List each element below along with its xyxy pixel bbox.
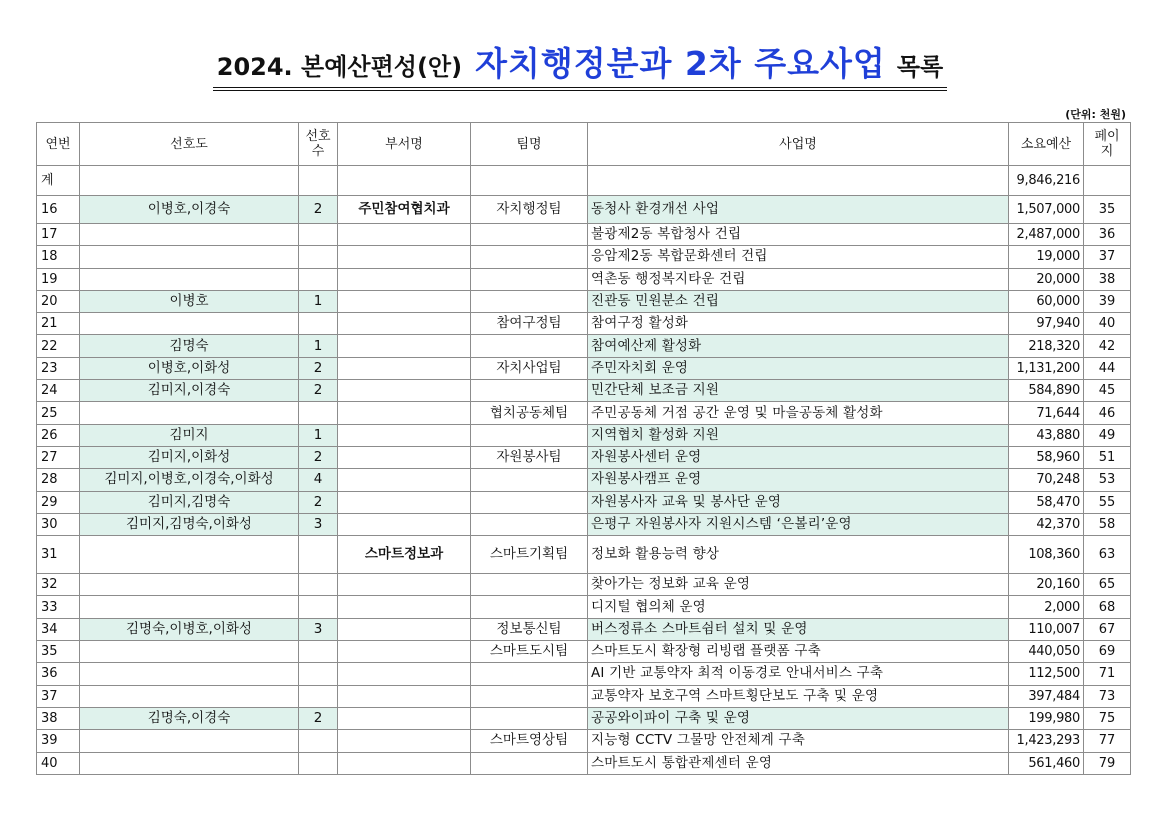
row-project: AI 기반 교통약자 최적 이동경로 안내서비스 구축 <box>588 663 1009 685</box>
row-pref-count: 2 <box>299 491 338 513</box>
row-budget: 20,160 <box>1009 574 1084 596</box>
row-department <box>338 752 471 774</box>
row-team <box>471 268 588 290</box>
row-no: 23 <box>37 357 80 379</box>
row-pref-count <box>299 536 338 574</box>
row-preference: 이병호 <box>80 290 299 312</box>
row-pref-count <box>299 685 338 707</box>
row-budget: 110,007 <box>1009 618 1084 640</box>
row-pref-count: 4 <box>299 469 338 491</box>
row-team <box>471 380 588 402</box>
row-department <box>338 224 471 246</box>
row-team <box>471 513 588 535</box>
table-row <box>37 730 1131 752</box>
row-project: 찾아가는 정보화 교육 운영 <box>588 574 1009 596</box>
row-page: 79 <box>1084 752 1131 774</box>
row-no: 32 <box>37 574 80 596</box>
row-pref-count <box>299 752 338 774</box>
row-page: 73 <box>1084 685 1131 707</box>
table-row <box>37 491 1131 513</box>
row-department <box>338 424 471 446</box>
row-preference <box>80 596 299 618</box>
row-page: 36 <box>1084 224 1131 246</box>
title-area <box>0 38 1160 91</box>
row-team <box>471 424 588 446</box>
header-team: 팀명 <box>471 123 588 166</box>
row-budget: 71,644 <box>1009 402 1084 424</box>
row-project: 불광제2동 복합청사 건립 <box>588 224 1009 246</box>
row-team: 자치사업팀 <box>471 357 588 379</box>
header-pref-count: 선호수 <box>299 123 338 166</box>
row-budget: 1,507,000 <box>1009 196 1084 224</box>
row-budget: 43,880 <box>1009 424 1084 446</box>
row-pref-count: 1 <box>299 424 338 446</box>
row-pref-count: 1 <box>299 335 338 357</box>
row-page: 67 <box>1084 618 1131 640</box>
row-department <box>338 357 471 379</box>
table-row <box>37 335 1131 357</box>
row-page: 46 <box>1084 402 1131 424</box>
project-table <box>36 122 1131 775</box>
row-preference <box>80 730 299 752</box>
row-page: 42 <box>1084 335 1131 357</box>
row-department <box>338 290 471 312</box>
row-no: 21 <box>37 313 80 335</box>
row-page: 45 <box>1084 380 1131 402</box>
header-page: 페이지 <box>1084 123 1131 166</box>
table-row <box>37 469 1131 491</box>
row-page: 65 <box>1084 574 1131 596</box>
row-page: 51 <box>1084 446 1131 468</box>
row-preference: 김미지,김명숙 <box>80 491 299 513</box>
row-preference: 김미지,이화성 <box>80 446 299 468</box>
table-row <box>37 574 1131 596</box>
table-row <box>37 513 1131 535</box>
row-project: 스마트도시 통합관제센터 운영 <box>588 752 1009 774</box>
row-team: 정보통신팀 <box>471 618 588 640</box>
row-pref-count <box>299 268 338 290</box>
row-page: 58 <box>1084 513 1131 535</box>
row-budget: 1,423,293 <box>1009 730 1084 752</box>
row-budget: 42,370 <box>1009 513 1084 535</box>
row-no: 28 <box>37 469 80 491</box>
row-no: 33 <box>37 596 80 618</box>
row-budget: 19,000 <box>1009 246 1084 268</box>
table-row <box>37 380 1131 402</box>
row-preference <box>80 224 299 246</box>
row-team <box>471 685 588 707</box>
row-preference: 김명숙,이경숙 <box>80 707 299 729</box>
row-page: 55 <box>1084 491 1131 513</box>
row-no: 22 <box>37 335 80 357</box>
table-row <box>37 268 1131 290</box>
row-page: 71 <box>1084 663 1131 685</box>
row-pref-count: 2 <box>299 446 338 468</box>
row-no: 30 <box>37 513 80 535</box>
row-project: 자원봉사자 교육 및 봉사단 운영 <box>588 491 1009 513</box>
row-team <box>471 246 588 268</box>
row-project: 지역협치 활성화 지원 <box>588 424 1009 446</box>
row-preference: 이병호,이경숙 <box>80 196 299 224</box>
row-no: 35 <box>37 641 80 663</box>
table-row <box>37 536 1131 574</box>
row-project: 참여예산제 활성화 <box>588 335 1009 357</box>
row-department <box>338 730 471 752</box>
row-department <box>338 618 471 640</box>
row-no: 25 <box>37 402 80 424</box>
page-title <box>213 38 947 91</box>
row-page: 68 <box>1084 596 1131 618</box>
row-budget: 440,050 <box>1009 641 1084 663</box>
row-page: 63 <box>1084 536 1131 574</box>
header-budget: 소요예산 <box>1009 123 1084 166</box>
row-department <box>338 246 471 268</box>
row-team <box>471 224 588 246</box>
row-no: 40 <box>37 752 80 774</box>
row-page: 53 <box>1084 469 1131 491</box>
row-pref-count <box>299 224 338 246</box>
row-department <box>338 313 471 335</box>
row-no: 36 <box>37 663 80 685</box>
row-pref-count: 1 <box>299 290 338 312</box>
row-project: 공공와이파이 구축 및 운영 <box>588 707 1009 729</box>
row-team <box>471 596 588 618</box>
row-department <box>338 491 471 513</box>
row-department <box>338 268 471 290</box>
row-preference <box>80 313 299 335</box>
row-pref-count <box>299 313 338 335</box>
row-pref-count <box>299 730 338 752</box>
row-pref-count: 2 <box>299 357 338 379</box>
row-pref-count: 3 <box>299 618 338 640</box>
row-project: 진관동 민원분소 건립 <box>588 290 1009 312</box>
table-row <box>37 196 1131 224</box>
row-department <box>338 574 471 596</box>
row-page: 75 <box>1084 707 1131 729</box>
table-row <box>37 641 1131 663</box>
row-department <box>338 402 471 424</box>
row-page: 37 <box>1084 246 1131 268</box>
row-page: 39 <box>1084 290 1131 312</box>
row-budget: 97,940 <box>1009 313 1084 335</box>
row-budget: 112,500 <box>1009 663 1084 685</box>
row-project: 응암제2동 복합문화센터 건립 <box>588 246 1009 268</box>
row-no: 31 <box>37 536 80 574</box>
row-department <box>338 596 471 618</box>
table-row <box>37 707 1131 729</box>
row-department <box>338 513 471 535</box>
title-prefix: 2024. 본예산편성(안) <box>216 53 463 81</box>
row-department: 스마트정보과 <box>338 536 471 574</box>
row-page: 44 <box>1084 357 1131 379</box>
row-pref-count <box>299 596 338 618</box>
table-row <box>37 246 1131 268</box>
row-team <box>471 290 588 312</box>
row-team <box>471 663 588 685</box>
row-budget: 218,320 <box>1009 335 1084 357</box>
row-pref-count: 2 <box>299 196 338 224</box>
total-row <box>37 166 1131 196</box>
row-project: 은평구 자원봉사자 지원시스템 ‘은볼리’운영 <box>588 513 1009 535</box>
table-row <box>37 402 1131 424</box>
row-department <box>338 663 471 685</box>
row-team <box>471 469 588 491</box>
row-budget: 108,360 <box>1009 536 1084 574</box>
row-preference <box>80 663 299 685</box>
row-page: 77 <box>1084 730 1131 752</box>
row-preference: 이병호,이화성 <box>80 357 299 379</box>
header-project: 사업명 <box>588 123 1009 166</box>
table-row <box>37 752 1131 774</box>
row-team: 협치공동체팀 <box>471 402 588 424</box>
row-preference: 김명숙 <box>80 335 299 357</box>
row-department <box>338 380 471 402</box>
row-budget: 1,131,200 <box>1009 357 1084 379</box>
row-pref-count <box>299 574 338 596</box>
row-no: 37 <box>37 685 80 707</box>
row-project: 자원봉사센터 운영 <box>588 446 1009 468</box>
row-no: 18 <box>37 246 80 268</box>
row-project: 참여구정 활성화 <box>588 313 1009 335</box>
row-budget: 561,460 <box>1009 752 1084 774</box>
row-no: 34 <box>37 618 80 640</box>
row-budget: 58,960 <box>1009 446 1084 468</box>
row-project: 지능형 CCTV 그물망 안전체계 구축 <box>588 730 1009 752</box>
row-preference: 김미지,이병호,이경숙,이화성 <box>80 469 299 491</box>
row-budget: 199,980 <box>1009 707 1084 729</box>
row-department <box>338 446 471 468</box>
table-row <box>37 685 1131 707</box>
row-budget: 60,000 <box>1009 290 1084 312</box>
row-no: 20 <box>37 290 80 312</box>
row-team <box>471 491 588 513</box>
row-department <box>338 641 471 663</box>
row-no: 38 <box>37 707 80 729</box>
header-row <box>37 123 1131 166</box>
row-budget: 584,890 <box>1009 380 1084 402</box>
row-no: 19 <box>37 268 80 290</box>
row-team <box>471 707 588 729</box>
row-budget: 397,484 <box>1009 685 1084 707</box>
row-department <box>338 335 471 357</box>
row-preference <box>80 268 299 290</box>
table-row <box>37 618 1131 640</box>
row-pref-count <box>299 641 338 663</box>
row-no: 29 <box>37 491 80 513</box>
row-budget: 2,000 <box>1009 596 1084 618</box>
unit-label: (단위: 천원) <box>1065 108 1126 121</box>
row-team <box>471 574 588 596</box>
row-pref-count <box>299 663 338 685</box>
row-team <box>471 335 588 357</box>
row-project: 주민공동체 거점 공간 운영 및 마을공동체 활성화 <box>588 402 1009 424</box>
row-team: 스마트영상팀 <box>471 730 588 752</box>
row-project: 디지털 협의체 운영 <box>588 596 1009 618</box>
total-budget: 9,846,216 <box>1009 166 1084 196</box>
row-project: 정보화 활용능력 향상 <box>588 536 1009 574</box>
row-project: 버스정류소 스마트쉼터 설치 및 운영 <box>588 618 1009 640</box>
row-preference <box>80 574 299 596</box>
row-preference <box>80 685 299 707</box>
table-row <box>37 290 1131 312</box>
row-budget: 20,000 <box>1009 268 1084 290</box>
table-row <box>37 663 1131 685</box>
row-team: 자원봉사팀 <box>471 446 588 468</box>
row-pref-count: 3 <box>299 513 338 535</box>
row-no: 24 <box>37 380 80 402</box>
row-preference <box>80 402 299 424</box>
header-department: 부서명 <box>338 123 471 166</box>
row-preference <box>80 641 299 663</box>
row-department <box>338 685 471 707</box>
row-no: 27 <box>37 446 80 468</box>
row-preference <box>80 536 299 574</box>
row-no: 16 <box>37 196 80 224</box>
row-page: 35 <box>1084 196 1131 224</box>
row-project: 교통약자 보호구역 스마트횡단보도 구축 및 운영 <box>588 685 1009 707</box>
row-team <box>471 752 588 774</box>
row-pref-count: 2 <box>299 707 338 729</box>
row-no: 17 <box>37 224 80 246</box>
row-budget: 70,248 <box>1009 469 1084 491</box>
row-pref-count <box>299 402 338 424</box>
row-preference: 김명숙,이병호,이화성 <box>80 618 299 640</box>
row-team: 참여구정팀 <box>471 313 588 335</box>
row-department <box>338 707 471 729</box>
row-team: 스마트도시팀 <box>471 641 588 663</box>
row-preference: 김미지,이경숙 <box>80 380 299 402</box>
row-no: 39 <box>37 730 80 752</box>
row-preference: 김미지 <box>80 424 299 446</box>
table-row <box>37 313 1131 335</box>
row-page: 40 <box>1084 313 1131 335</box>
row-team: 스마트기획팀 <box>471 536 588 574</box>
row-no: 26 <box>37 424 80 446</box>
row-project: 주민자치회 운영 <box>588 357 1009 379</box>
row-project: 자원봉사캠프 운영 <box>588 469 1009 491</box>
table-row <box>37 224 1131 246</box>
header-no: 연번 <box>37 123 80 166</box>
title-highlight: 자치행정분과 2차 주요사업 <box>475 44 886 83</box>
row-budget: 58,470 <box>1009 491 1084 513</box>
row-project: 동청사 환경개선 사업 <box>588 196 1009 224</box>
row-team: 자치행정팀 <box>471 196 588 224</box>
table-row <box>37 424 1131 446</box>
row-pref-count <box>299 246 338 268</box>
row-department: 주민참여협치과 <box>338 196 471 224</box>
row-page: 69 <box>1084 641 1131 663</box>
row-pref-count: 2 <box>299 380 338 402</box>
title-suffix: 목록 <box>896 53 944 81</box>
row-preference <box>80 752 299 774</box>
row-project: 민간단체 보조금 지원 <box>588 380 1009 402</box>
row-project: 역촌동 행정복지타운 건립 <box>588 268 1009 290</box>
row-preference: 김미지,김명숙,이화성 <box>80 513 299 535</box>
header-preference: 선호도 <box>80 123 299 166</box>
row-preference <box>80 246 299 268</box>
row-project: 스마트도시 확장형 리빙랩 플랫폼 구축 <box>588 641 1009 663</box>
row-page: 38 <box>1084 268 1131 290</box>
row-page: 49 <box>1084 424 1131 446</box>
table-row <box>37 596 1131 618</box>
table-row <box>37 357 1131 379</box>
row-department <box>338 469 471 491</box>
table-row <box>37 446 1131 468</box>
total-label: 계 <box>37 166 80 196</box>
row-budget: 2,487,000 <box>1009 224 1084 246</box>
